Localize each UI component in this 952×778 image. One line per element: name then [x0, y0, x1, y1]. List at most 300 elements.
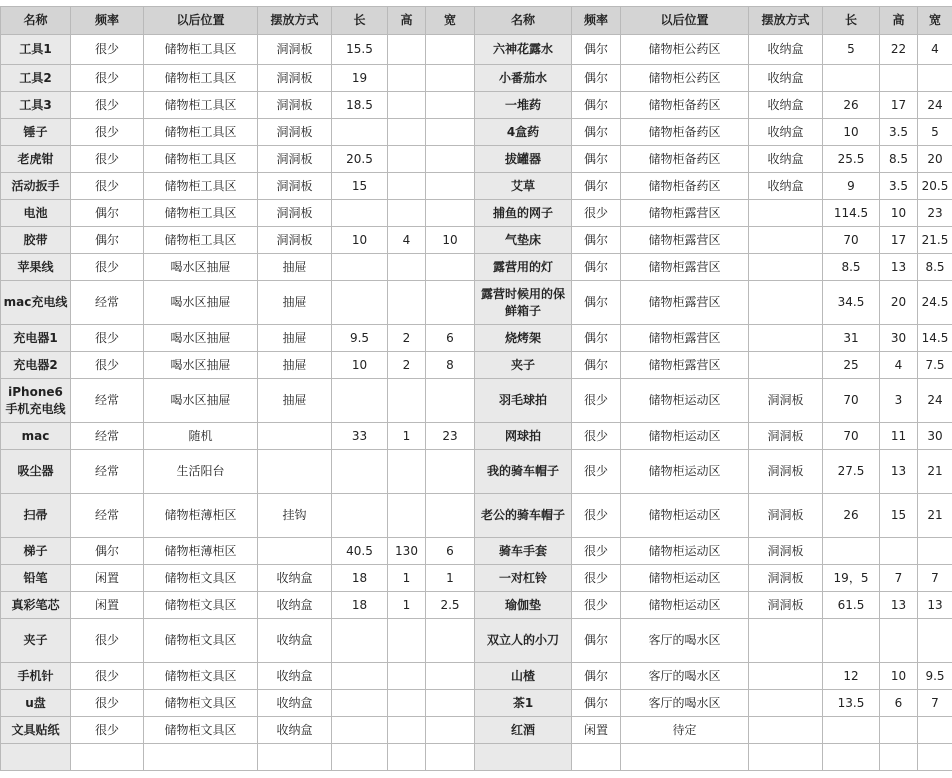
- item-name-cell: 真彩笔芯: [1, 592, 71, 619]
- location-cell: 储物柜薄柜区: [144, 538, 258, 565]
- item-name-cell: 羽毛球拍: [475, 379, 572, 423]
- length-cell: [332, 281, 388, 325]
- height-cell: 4: [388, 227, 426, 254]
- placement-cell: [749, 717, 823, 744]
- item-name-cell: 夹子: [1, 619, 71, 663]
- height-cell: [880, 717, 918, 744]
- frequency-cell: 偶尔: [572, 35, 621, 65]
- placement-cell: 收纳盒: [258, 690, 332, 717]
- placement-cell: 洞洞板: [749, 494, 823, 538]
- item-name-cell: 烧烤架: [475, 325, 572, 352]
- height-cell: 3.5: [880, 173, 918, 200]
- item-name-cell: 活动扳手: [1, 173, 71, 200]
- length-cell: 61.5: [823, 592, 880, 619]
- width-cell: [426, 35, 475, 65]
- item-name-cell: 山楂: [475, 663, 572, 690]
- width-cell: [426, 744, 475, 771]
- location-cell: 喝水区抽屉: [144, 281, 258, 325]
- frequency-cell: [572, 744, 621, 771]
- storage-table: [0, 6, 952, 771]
- length-cell: 9: [823, 173, 880, 200]
- width-cell: [918, 744, 952, 771]
- table-row: [1, 690, 952, 717]
- placement-cell: 洞洞板: [258, 227, 332, 254]
- column-header-width-left: 宽: [426, 7, 475, 35]
- length-cell: 70: [823, 379, 880, 423]
- location-cell: 储物柜工具区: [144, 200, 258, 227]
- width-cell: [918, 619, 952, 663]
- height-cell: [388, 200, 426, 227]
- height-cell: 13: [880, 450, 918, 494]
- location-cell: 喝水区抽屉: [144, 352, 258, 379]
- frequency-cell: [71, 744, 144, 771]
- table-row: [1, 663, 952, 690]
- table-row: [1, 379, 952, 423]
- location-cell: 储物柜露营区: [621, 254, 749, 281]
- item-name-cell: 拔罐器: [475, 146, 572, 173]
- length-cell: 5: [823, 35, 880, 65]
- item-name-cell: 六神花露水: [475, 35, 572, 65]
- width-cell: [426, 146, 475, 173]
- length-cell: 8.5: [823, 254, 880, 281]
- table-row: [1, 450, 952, 494]
- length-cell: 25.5: [823, 146, 880, 173]
- placement-cell: 洞洞板: [749, 450, 823, 494]
- width-cell: [426, 92, 475, 119]
- height-cell: [388, 494, 426, 538]
- location-cell: 储物柜备药区: [621, 146, 749, 173]
- item-name-cell: 老虎钳: [1, 146, 71, 173]
- length-cell: 12: [823, 663, 880, 690]
- column-header-width-right: 宽: [918, 7, 952, 35]
- length-cell: 18.5: [332, 92, 388, 119]
- frequency-cell: 偶尔: [572, 254, 621, 281]
- height-cell: 1: [388, 423, 426, 450]
- height-cell: 20: [880, 281, 918, 325]
- item-name-cell: 充电器1: [1, 325, 71, 352]
- item-name-cell: 茶1: [475, 690, 572, 717]
- frequency-cell: 很少: [71, 173, 144, 200]
- placement-cell: [749, 690, 823, 717]
- placement-cell: 洞洞板: [749, 538, 823, 565]
- location-cell: 储物柜运动区: [621, 538, 749, 565]
- location-cell: 生活阳台: [144, 450, 258, 494]
- length-cell: [332, 119, 388, 146]
- item-name-cell: 吸尘器: [1, 450, 71, 494]
- length-cell: 70: [823, 423, 880, 450]
- width-cell: [918, 538, 952, 565]
- location-cell: 随机: [144, 423, 258, 450]
- width-cell: 21: [918, 450, 952, 494]
- frequency-cell: 偶尔: [572, 146, 621, 173]
- length-cell: 114.5: [823, 200, 880, 227]
- item-name-cell: 梯子: [1, 538, 71, 565]
- length-cell: [332, 450, 388, 494]
- location-cell: 储物柜露营区: [621, 281, 749, 325]
- width-cell: 20: [918, 146, 952, 173]
- width-cell: 6: [426, 538, 475, 565]
- item-name-cell: 文具贴纸: [1, 717, 71, 744]
- width-cell: [918, 65, 952, 92]
- item-name-cell: 网球拍: [475, 423, 572, 450]
- width-cell: 9.5: [918, 663, 952, 690]
- length-cell: 33: [332, 423, 388, 450]
- length-cell: 15.5: [332, 35, 388, 65]
- width-cell: 6: [426, 325, 475, 352]
- height-cell: 17: [880, 227, 918, 254]
- location-cell: 储物柜备药区: [621, 173, 749, 200]
- item-name-cell: 小番茄水: [475, 65, 572, 92]
- length-cell: [332, 690, 388, 717]
- placement-cell: 抽屉: [258, 281, 332, 325]
- table-row: [1, 494, 952, 538]
- length-cell: [823, 538, 880, 565]
- height-cell: [880, 744, 918, 771]
- item-name-cell: 露营用的灯: [475, 254, 572, 281]
- column-header-height-right: 高: [880, 7, 918, 35]
- placement-cell: 收纳盒: [749, 92, 823, 119]
- table-row: [1, 281, 952, 325]
- column-header-frequency-right: 频率: [572, 7, 621, 35]
- item-name-cell: 骑车手套: [475, 538, 572, 565]
- width-cell: [426, 379, 475, 423]
- placement-cell: 洞洞板: [258, 173, 332, 200]
- height-cell: 1: [388, 565, 426, 592]
- frequency-cell: 很少: [71, 717, 144, 744]
- width-cell: 30: [918, 423, 952, 450]
- location-cell: 储物柜工具区: [144, 146, 258, 173]
- height-cell: [880, 538, 918, 565]
- frequency-cell: 偶尔: [572, 227, 621, 254]
- frequency-cell: 经常: [71, 423, 144, 450]
- height-cell: 3.5: [880, 119, 918, 146]
- column-header-placement-right: 摆放方式: [749, 7, 823, 35]
- table-row: [1, 744, 952, 771]
- table-row: [1, 200, 952, 227]
- frequency-cell: 很少: [572, 592, 621, 619]
- length-cell: [332, 619, 388, 663]
- height-cell: [388, 690, 426, 717]
- column-header-height-left: 高: [388, 7, 426, 35]
- item-name-cell: 捕鱼的网子: [475, 200, 572, 227]
- frequency-cell: 偶尔: [572, 65, 621, 92]
- width-cell: [426, 281, 475, 325]
- placement-cell: 抽屉: [258, 254, 332, 281]
- placement-cell: 洞洞板: [749, 592, 823, 619]
- length-cell: 40.5: [332, 538, 388, 565]
- frequency-cell: 很少: [71, 352, 144, 379]
- frequency-cell: 很少: [71, 325, 144, 352]
- item-name-cell: mac充电线: [1, 281, 71, 325]
- placement-cell: [749, 619, 823, 663]
- frequency-cell: 偶尔: [572, 352, 621, 379]
- item-name-cell: 4盒药: [475, 119, 572, 146]
- placement-cell: 洞洞板: [258, 92, 332, 119]
- column-header-location-right: 以后位置: [621, 7, 749, 35]
- frequency-cell: 很少: [572, 379, 621, 423]
- frequency-cell: 很少: [71, 254, 144, 281]
- width-cell: 8: [426, 352, 475, 379]
- location-cell: 储物柜工具区: [144, 119, 258, 146]
- location-cell: 客厅的喝水区: [621, 690, 749, 717]
- location-cell: 储物柜运动区: [621, 565, 749, 592]
- location-cell: 储物柜运动区: [621, 450, 749, 494]
- width-cell: 4: [918, 35, 952, 65]
- placement-cell: 洞洞板: [258, 35, 332, 65]
- frequency-cell: 经常: [71, 450, 144, 494]
- length-cell: 31: [823, 325, 880, 352]
- width-cell: [426, 450, 475, 494]
- location-cell: 喝水区抽屉: [144, 325, 258, 352]
- table-row: [1, 92, 952, 119]
- column-header-name-right: 名称: [475, 7, 572, 35]
- column-header-name-left: 名称: [1, 7, 71, 35]
- location-cell: 储物柜薄柜区: [144, 494, 258, 538]
- location-cell: 储物柜文具区: [144, 717, 258, 744]
- width-cell: [426, 254, 475, 281]
- height-cell: [880, 65, 918, 92]
- height-cell: 15: [880, 494, 918, 538]
- item-name-cell: 工具2: [1, 65, 71, 92]
- location-cell: 储物柜露营区: [621, 352, 749, 379]
- width-cell: [426, 494, 475, 538]
- frequency-cell: 闲置: [572, 717, 621, 744]
- location-cell: [144, 744, 258, 771]
- item-name-cell: 艾草: [475, 173, 572, 200]
- frequency-cell: 经常: [71, 379, 144, 423]
- length-cell: 10: [332, 227, 388, 254]
- height-cell: [388, 254, 426, 281]
- length-cell: [332, 663, 388, 690]
- location-cell: 储物柜运动区: [621, 379, 749, 423]
- item-name-cell: [475, 744, 572, 771]
- height-cell: 2: [388, 325, 426, 352]
- table-row: [1, 352, 952, 379]
- item-name-cell: 露营时候用的保鲜箱子: [475, 281, 572, 325]
- frequency-cell: 偶尔: [71, 538, 144, 565]
- width-cell: 7: [918, 690, 952, 717]
- width-cell: 21: [918, 494, 952, 538]
- height-cell: 30: [880, 325, 918, 352]
- height-cell: 22: [880, 35, 918, 65]
- frequency-cell: 很少: [71, 92, 144, 119]
- height-cell: 130: [388, 538, 426, 565]
- header-row: [1, 7, 952, 35]
- placement-cell: 挂钩: [258, 494, 332, 538]
- item-name-cell: 一对杠铃: [475, 565, 572, 592]
- length-cell: 26: [823, 494, 880, 538]
- location-cell: 储物柜备药区: [621, 119, 749, 146]
- height-cell: 10: [880, 200, 918, 227]
- column-header-frequency-left: 频率: [71, 7, 144, 35]
- frequency-cell: 很少: [572, 200, 621, 227]
- location-cell: 储物柜工具区: [144, 92, 258, 119]
- item-name-cell: 充电器2: [1, 352, 71, 379]
- table-row: [1, 325, 952, 352]
- location-cell: 储物柜文具区: [144, 619, 258, 663]
- height-cell: [388, 65, 426, 92]
- length-cell: [823, 744, 880, 771]
- frequency-cell: 闲置: [71, 592, 144, 619]
- width-cell: [426, 119, 475, 146]
- location-cell: 储物柜露营区: [621, 325, 749, 352]
- width-cell: [426, 619, 475, 663]
- item-name-cell: 工具3: [1, 92, 71, 119]
- width-cell: [426, 65, 475, 92]
- length-cell: [823, 717, 880, 744]
- length-cell: 27.5: [823, 450, 880, 494]
- frequency-cell: 偶尔: [71, 227, 144, 254]
- placement-cell: [749, 200, 823, 227]
- item-name-cell: 锤子: [1, 119, 71, 146]
- placement-cell: 洞洞板: [749, 565, 823, 592]
- width-cell: 24.5: [918, 281, 952, 325]
- placement-cell: [749, 227, 823, 254]
- item-name-cell: 我的骑车帽子: [475, 450, 572, 494]
- length-cell: 18: [332, 592, 388, 619]
- width-cell: 1: [426, 565, 475, 592]
- placement-cell: 洞洞板: [749, 379, 823, 423]
- height-cell: [388, 35, 426, 65]
- placement-cell: 洞洞板: [258, 119, 332, 146]
- item-name-cell: mac: [1, 423, 71, 450]
- frequency-cell: 很少: [71, 119, 144, 146]
- placement-cell: 收纳盒: [749, 119, 823, 146]
- table-row: [1, 538, 952, 565]
- location-cell: 喝水区抽屉: [144, 254, 258, 281]
- placement-cell: 洞洞板: [258, 200, 332, 227]
- location-cell: 储物柜露营区: [621, 227, 749, 254]
- location-cell: 储物柜运动区: [621, 423, 749, 450]
- location-cell: 储物柜工具区: [144, 35, 258, 65]
- placement-cell: [258, 450, 332, 494]
- height-cell: [388, 146, 426, 173]
- length-cell: 34.5: [823, 281, 880, 325]
- frequency-cell: 偶尔: [572, 281, 621, 325]
- width-cell: 7.5: [918, 352, 952, 379]
- frequency-cell: 偶尔: [572, 690, 621, 717]
- length-cell: 10: [332, 352, 388, 379]
- height-cell: [388, 663, 426, 690]
- frequency-cell: 经常: [71, 494, 144, 538]
- frequency-cell: 很少: [572, 494, 621, 538]
- item-name-cell: 胶带: [1, 227, 71, 254]
- frequency-cell: 很少: [71, 690, 144, 717]
- frequency-cell: 闲置: [71, 565, 144, 592]
- width-cell: 8.5: [918, 254, 952, 281]
- width-cell: [426, 173, 475, 200]
- placement-cell: 收纳盒: [749, 173, 823, 200]
- frequency-cell: 很少: [71, 65, 144, 92]
- frequency-cell: 很少: [71, 146, 144, 173]
- frequency-cell: 很少: [572, 538, 621, 565]
- length-cell: 26: [823, 92, 880, 119]
- placement-cell: [749, 663, 823, 690]
- item-name-cell: 红酒: [475, 717, 572, 744]
- width-cell: [918, 717, 952, 744]
- width-cell: 24: [918, 92, 952, 119]
- placement-cell: [258, 423, 332, 450]
- placement-cell: 抽屉: [258, 352, 332, 379]
- length-cell: [823, 619, 880, 663]
- length-cell: 19: [332, 65, 388, 92]
- placement-cell: 洞洞板: [749, 423, 823, 450]
- placement-cell: 抽屉: [258, 325, 332, 352]
- frequency-cell: 偶尔: [572, 173, 621, 200]
- frequency-cell: 很少: [71, 35, 144, 65]
- height-cell: 2: [388, 352, 426, 379]
- length-cell: [332, 717, 388, 744]
- width-cell: 24: [918, 379, 952, 423]
- placement-cell: 收纳盒: [258, 565, 332, 592]
- location-cell: 储物柜工具区: [144, 65, 258, 92]
- length-cell: 10: [823, 119, 880, 146]
- placement-cell: [749, 744, 823, 771]
- location-cell: 储物柜工具区: [144, 173, 258, 200]
- table-row: [1, 146, 952, 173]
- location-cell: 喝水区抽屉: [144, 379, 258, 423]
- column-header-location-left: 以后位置: [144, 7, 258, 35]
- table-row: [1, 717, 952, 744]
- length-cell: 18: [332, 565, 388, 592]
- item-name-cell: [1, 744, 71, 771]
- frequency-cell: 很少: [71, 663, 144, 690]
- height-cell: [388, 173, 426, 200]
- placement-cell: 抽屉: [258, 379, 332, 423]
- location-cell: 储物柜文具区: [144, 690, 258, 717]
- placement-cell: 收纳盒: [258, 592, 332, 619]
- placement-cell: 洞洞板: [258, 65, 332, 92]
- item-name-cell: 老公的骑车帽子: [475, 494, 572, 538]
- table-body: [1, 35, 952, 771]
- placement-cell: 收纳盒: [258, 619, 332, 663]
- height-cell: 3: [880, 379, 918, 423]
- placement-cell: 收纳盒: [258, 663, 332, 690]
- item-name-cell: iPhone6手机充电线: [1, 379, 71, 423]
- location-cell: 储物柜文具区: [144, 565, 258, 592]
- frequency-cell: 偶尔: [572, 92, 621, 119]
- location-cell: 待定: [621, 717, 749, 744]
- length-cell: 20.5: [332, 146, 388, 173]
- length-cell: 9.5: [332, 325, 388, 352]
- column-header-length-right: 长: [823, 7, 880, 35]
- height-cell: 13: [880, 254, 918, 281]
- placement-cell: [749, 281, 823, 325]
- item-name-cell: 苹果线: [1, 254, 71, 281]
- frequency-cell: 偶尔: [572, 325, 621, 352]
- frequency-cell: 很少: [572, 565, 621, 592]
- length-cell: 15: [332, 173, 388, 200]
- width-cell: 2.5: [426, 592, 475, 619]
- width-cell: [426, 690, 475, 717]
- height-cell: 11: [880, 423, 918, 450]
- height-cell: 17: [880, 92, 918, 119]
- placement-cell: 收纳盒: [749, 146, 823, 173]
- frequency-cell: 经常: [71, 281, 144, 325]
- table-row: [1, 119, 952, 146]
- width-cell: 14.5: [918, 325, 952, 352]
- item-name-cell: 铅笔: [1, 565, 71, 592]
- width-cell: [426, 717, 475, 744]
- height-cell: [388, 92, 426, 119]
- height-cell: [388, 619, 426, 663]
- location-cell: 储物柜备药区: [621, 92, 749, 119]
- height-cell: 10: [880, 663, 918, 690]
- height-cell: 6: [880, 690, 918, 717]
- table-row: [1, 35, 952, 65]
- height-cell: 1: [388, 592, 426, 619]
- height-cell: [388, 119, 426, 146]
